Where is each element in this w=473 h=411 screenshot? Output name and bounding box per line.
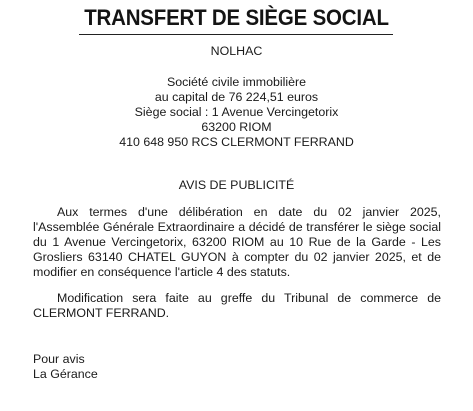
signoff bbox=[33, 352, 98, 382]
company-registration: 410 648 950 RCS CLERMONT FERRAND bbox=[119, 135, 354, 149]
signoff-line-2: La Gérance bbox=[33, 367, 98, 381]
company-name: NOLHAC bbox=[210, 44, 263, 58]
company-legal-form: Société civile immobilière bbox=[166, 75, 307, 89]
signoff-line-1: Pour avis bbox=[33, 352, 85, 366]
resolution-paragraph bbox=[33, 205, 441, 280]
notice-title: TRANSFERT DE SIÈGE SOCIAL bbox=[84, 5, 389, 30]
company-postcode-city: 63200 RIOM bbox=[201, 120, 272, 134]
title-underline bbox=[79, 34, 393, 35]
company-capital: au capital de 76 224,51 euros bbox=[154, 90, 319, 104]
company-address: Siège social : 1 Avenue Vercingetorix bbox=[134, 105, 339, 119]
section-heading: AVIS DE PUBLICITÉ bbox=[178, 178, 295, 192]
registry-paragraph bbox=[33, 291, 441, 321]
resolution-text: Aux termes d'une délibération en date du 02 janvier 2025, l'Assemblée Générale Extraordinaire a décidé de transférer le siège social du 1 Avenue Vercingetorix, 63200 RIOM au 10 Rue de la Garde - Les Grosliers 63140 CHATEL GUYON à compter du 02 janvier 2025, et de modifier en conséquence l'article 4 des statuts. bbox=[33, 205, 441, 279]
registry-text: Modification sera faite au greffe du Tribunal de commerce de CLERMONT FERRAND. bbox=[33, 291, 441, 320]
company-details bbox=[0, 75, 473, 150]
